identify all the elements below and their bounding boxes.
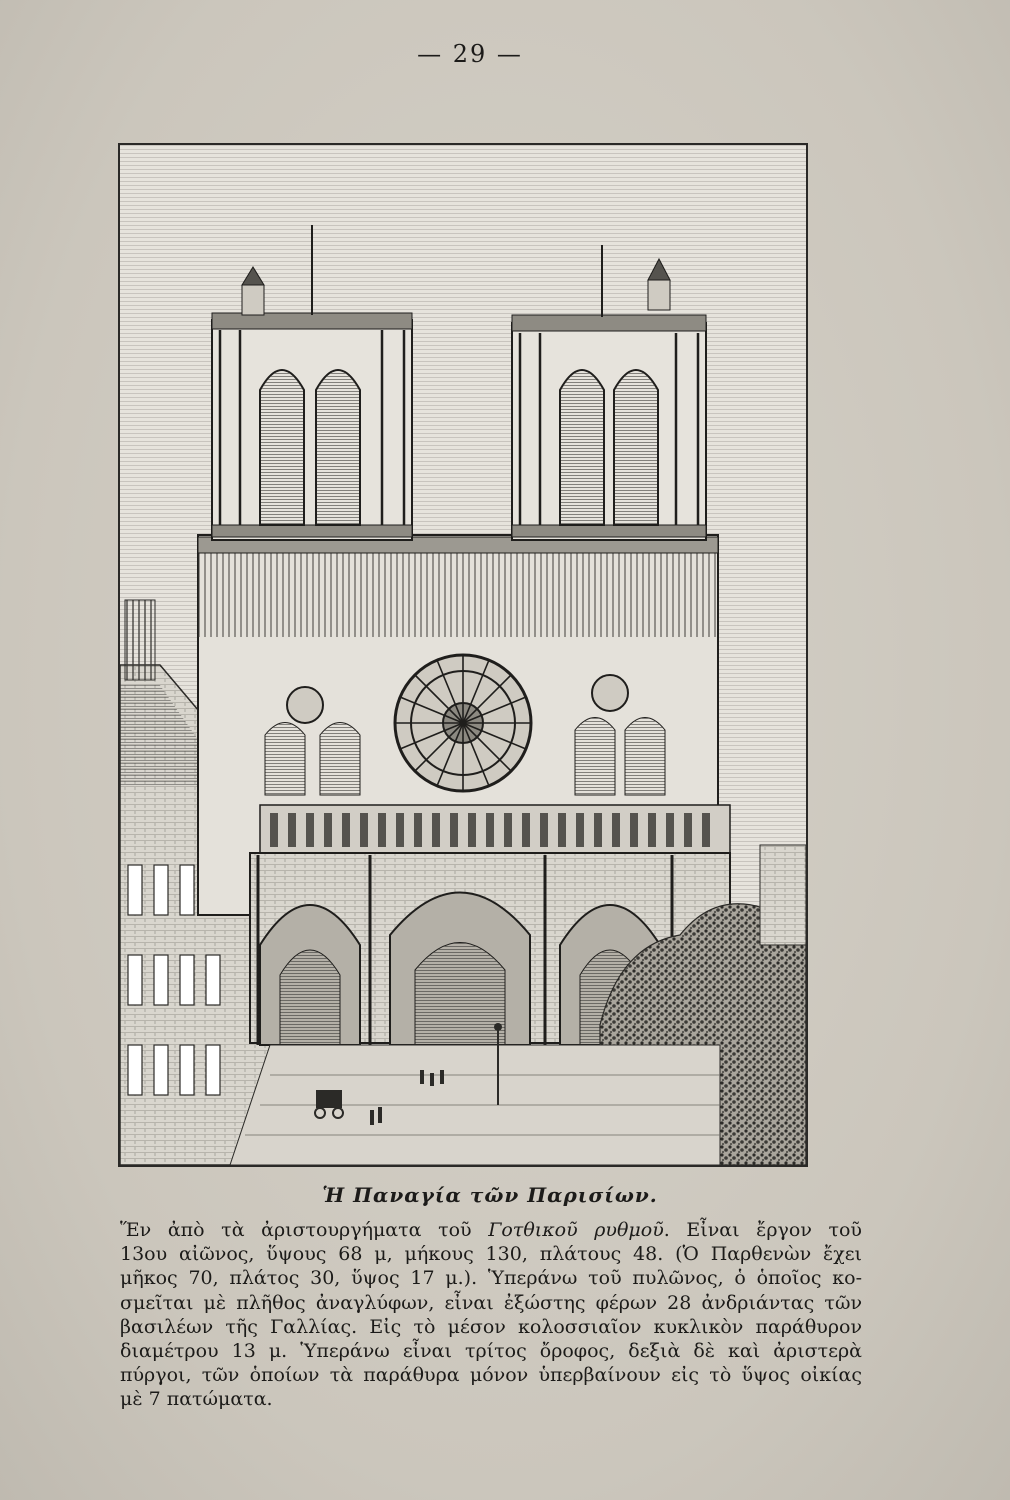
text-line-1-start: Ἕν ἀπὸ τὰ ἀριστουργήματα τοῦ	[120, 1219, 489, 1241]
text-line-8: μὲ 7 πατώματα.	[120, 1388, 273, 1411]
text-line-3: μῆκος 70, πλάτος 30, ὕψος 17 μ.). Ὑπεράνω τοῦ πυλῶνος, ὁ ὁποῖος κο-	[120, 1267, 862, 1290]
description-paragraph	[120, 1218, 862, 1412]
text-line-1	[120, 1218, 862, 1242]
figure-caption: Ἡ Παναγία τῶν Παρισίων.	[322, 1183, 658, 1207]
text-line-1-end: . Εἶναι ἔργον τοῦ	[663, 1219, 862, 1241]
text-line-6: διαμέτρου 13 μ. Ὑπεράνω εἶναι τρίτος ὄροφος, δεξιὰ δὲ καὶ ἀριστερὰ	[120, 1340, 862, 1363]
text-line-4: σμεῖται μὲ πλῆθος ἀναγλύφων, εἶναι ἐξώστης φέρων 28 ἀνδριάντας τῶν	[120, 1291, 862, 1314]
text-line-2: 13ου αἰῶνος, ὕψους 68 μ, μήκους 130, πλάτους 48. (Ὁ Παρθενὼν ἔχει	[120, 1243, 862, 1266]
gothic-style-term: Γοτθικοῦ ρυθμοῦ	[488, 1219, 664, 1241]
page-number: — 29 —	[417, 40, 523, 68]
text-line-5: βασιλέων τῆς Γαλλίας. Εἰς τὸ μέσον κολοσσιαῖον κυκλικὸν παράθυρον	[120, 1315, 862, 1338]
cathedral-illustration	[118, 143, 808, 1167]
text-line-7: πύργοι, τῶν ὁποίων τὰ παράθυρα μόνον ὑπερβαίνουν εἰς τὸ ὕψος οἰκίας	[120, 1364, 862, 1387]
